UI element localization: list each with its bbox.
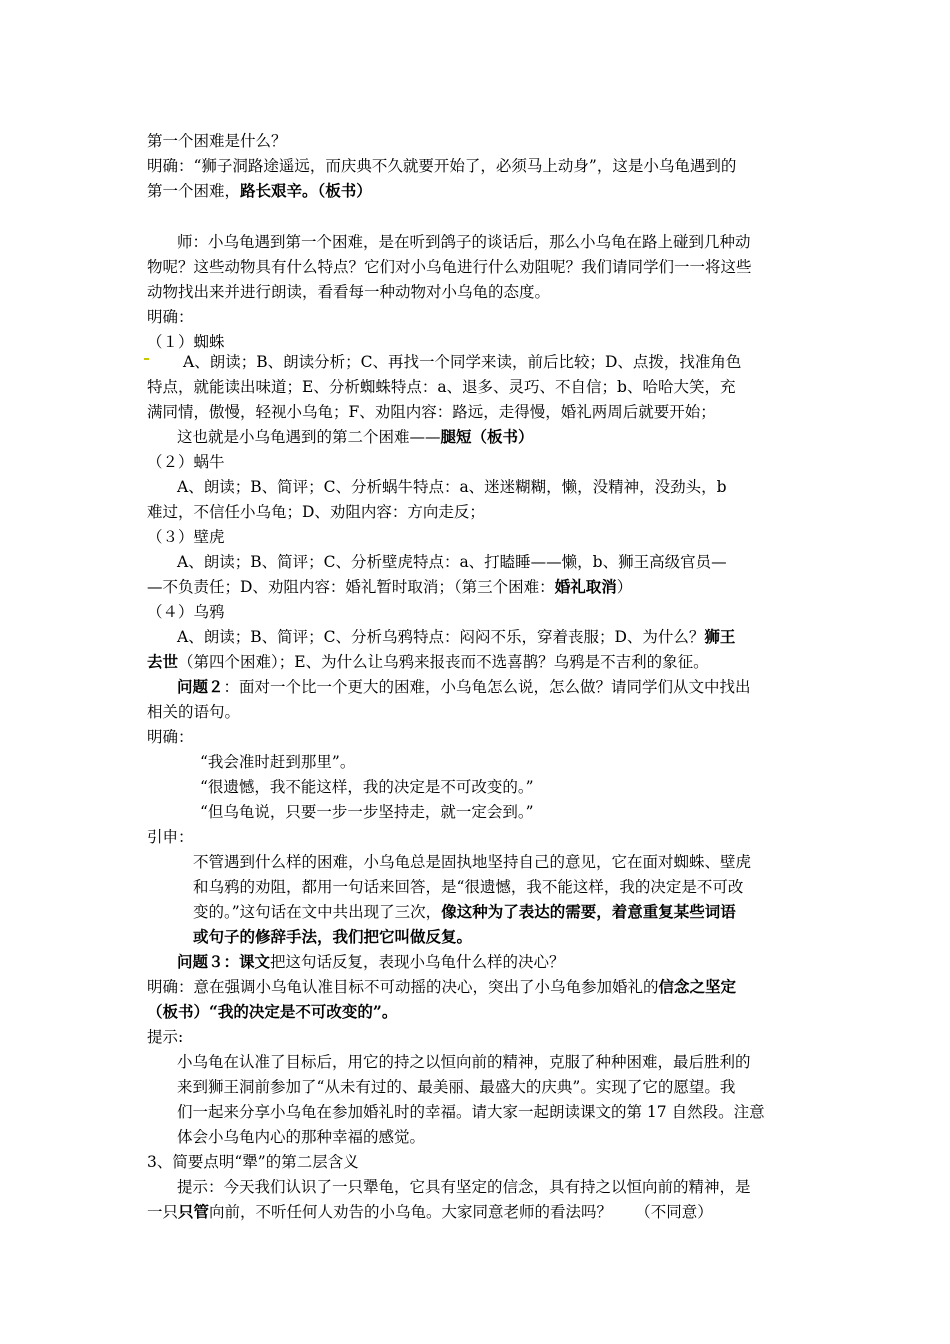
text-span: （２）蜗牛 bbox=[147, 453, 225, 471]
text-span: 特点，就能读出味道；E、分析蜘蛛特点：a、退多、灵巧、不自信；b、哈哈大笑，充 bbox=[147, 378, 736, 396]
text-line bbox=[200, 802, 534, 822]
text-line bbox=[177, 552, 727, 572]
text-line bbox=[147, 131, 287, 151]
bold-text: 只管 bbox=[178, 1202, 210, 1221]
bold-text: 或句子的修辞手法，我们把它叫做反复。 bbox=[193, 927, 473, 946]
text-line bbox=[200, 752, 355, 772]
text-line bbox=[147, 702, 240, 722]
text-line bbox=[177, 232, 751, 252]
text-span: 3、简要点明“犟”的第二层含义 bbox=[147, 1153, 359, 1171]
text-span: ：面对一个比一个更大的困难，小乌龟怎么说，怎么做？请同学们从文中找出 bbox=[223, 678, 751, 696]
text-span: 第一个困难， bbox=[147, 182, 241, 200]
bold-text: 路长艰辛。（板书） bbox=[240, 181, 372, 200]
text-span: 和乌鸦的劝阻，都用一句话来回答，是“很遗憾，我不能这样，我的决定是不可改 bbox=[193, 878, 744, 896]
text-line bbox=[147, 307, 194, 327]
bold-text: 婚礼取消 bbox=[554, 577, 617, 596]
bold-text: 问题２ bbox=[177, 677, 224, 696]
text-line bbox=[147, 827, 194, 847]
text-line bbox=[147, 502, 485, 522]
text-line bbox=[193, 902, 736, 922]
text-span: 引申： bbox=[147, 828, 194, 846]
text-span: A、朗读；B、简评；C、分析壁虎特点：a、打瞌睡——懒，b、狮王高级官员— bbox=[177, 553, 727, 571]
bold-text: 腿短（板书） bbox=[440, 427, 534, 446]
text-span: （４）乌鸦 bbox=[147, 603, 225, 621]
text-line bbox=[147, 402, 716, 422]
text-span: “我会准时赶到那里”。 bbox=[200, 753, 356, 771]
text-line bbox=[147, 1002, 397, 1022]
text-line bbox=[183, 352, 741, 372]
text-line bbox=[147, 727, 194, 747]
text-line bbox=[147, 181, 372, 201]
text-span: 第一个困难是什么？ bbox=[147, 132, 287, 150]
bold-text: 问题３：课文 bbox=[177, 952, 271, 971]
text-span: 明确： bbox=[147, 308, 194, 326]
text-span: “很遗憾，我不能这样，我的决定是不可改变的。” bbox=[200, 778, 534, 796]
text-span: 变的。”这句话在文中共出现了三次， bbox=[193, 903, 442, 921]
text-line bbox=[177, 1102, 765, 1122]
text-span: 师：小乌龟遇到第一个困难，是在听到鸽子的谈话后，那么小乌龟在路上碰到几种动 bbox=[177, 233, 751, 251]
text-span: 一只 bbox=[147, 1203, 179, 1221]
text-line bbox=[177, 1127, 425, 1147]
bold-text: （板书）“我的决定是不可改变的”。 bbox=[147, 1002, 398, 1021]
highlight-mark bbox=[144, 358, 149, 360]
text-span: 满同情，傲慢，轻视小乌龟；F、劝阻内容：路远，走得慢，婚礼两周后就要开始； bbox=[147, 403, 716, 421]
text-line bbox=[177, 1177, 751, 1197]
text-line bbox=[147, 1202, 713, 1222]
text-line bbox=[147, 282, 550, 302]
text-span: 明确： bbox=[147, 728, 194, 746]
text-line bbox=[147, 452, 225, 472]
text-span: “但乌龟说，只要一步一步坚持走，就一定会到。” bbox=[200, 803, 534, 821]
text-span: ） bbox=[616, 578, 633, 596]
bold-text: 信念之坚定 bbox=[658, 977, 737, 996]
text-line bbox=[147, 602, 225, 622]
text-line bbox=[193, 852, 751, 872]
text-span: A、朗读；B、简评；C、分析乌鸦特点：闷闷不乐，穿着丧服；D、为什么？ bbox=[177, 628, 705, 646]
text-line bbox=[147, 257, 752, 277]
bold-text: 去世 bbox=[147, 652, 179, 671]
text-line bbox=[193, 877, 743, 897]
text-line bbox=[147, 527, 225, 547]
text-line bbox=[147, 652, 709, 672]
text-span: 明确：意在强调小乌龟认准目标不可动摇的决心，突出了小乌龟参加婚礼的 bbox=[147, 978, 659, 996]
text-line bbox=[177, 677, 751, 697]
text-line bbox=[177, 427, 534, 447]
text-span: 提示：今天我们认识了一只犟龟，它具有坚定的信念，具有持之以恒向前的精神，是 bbox=[177, 1178, 751, 1196]
text-span: 向前，不听任何人劝告的小乌龟。大家同意老师的看法吗？ （不同意） bbox=[209, 1203, 713, 1221]
text-line bbox=[193, 927, 472, 947]
text-span: 难过，不信任小乌龟；D、劝阻内容：方向走反； bbox=[147, 503, 485, 521]
text-line bbox=[147, 577, 632, 597]
text-span: 这也就是小乌龟遇到的第二个困难—— bbox=[177, 428, 441, 446]
text-span: A、朗读；B、朗读分析；C、再找一个同学来读，前后比较；D、点拨，找准角色 bbox=[183, 353, 742, 371]
text-span: 来到狮王洞前参加了“从未有过的、最美丽、最盛大的庆典”。实现了它的愿望。我 bbox=[177, 1078, 736, 1096]
text-line bbox=[147, 332, 225, 352]
text-span: 小乌龟在认准了目标后，用它的持之以恒向前的精神，克服了种种困难，最后胜利的 bbox=[177, 1053, 751, 1071]
text-line bbox=[147, 156, 736, 176]
text-line bbox=[147, 377, 735, 397]
text-line bbox=[147, 1027, 183, 1047]
text-line bbox=[147, 977, 736, 997]
text-span: 动物找出来并进行朗读，看看每一种动物对小乌龟的态度。 bbox=[147, 283, 551, 301]
text-span: 提示: bbox=[147, 1028, 184, 1046]
text-span: 体会小乌龟内心的那种幸福的感觉。 bbox=[177, 1128, 426, 1146]
bold-text: 狮王 bbox=[704, 627, 736, 646]
text-line bbox=[200, 777, 534, 797]
text-span: 把这句话反复，表现小乌龟什么样的决心？ bbox=[270, 953, 565, 971]
text-span: 明确：“狮子洞路途遥远，而庆典不久就要开始了，必须马上动身”，这是小乌龟遇到的 bbox=[147, 157, 737, 175]
text-span: （第四个困难）；E、为什么让乌鸦来报丧而不选喜鹊？乌鸦是不吉利的象征。 bbox=[178, 653, 709, 671]
text-line bbox=[177, 1052, 751, 1072]
text-span: 物呢？这些动物具有什么特点？它们对小乌龟进行什么劝阻呢？我们请同学们一一将这些 bbox=[147, 258, 752, 276]
text-line bbox=[177, 1077, 735, 1097]
text-span: （１）蜘蛛 bbox=[147, 333, 225, 351]
text-span: A、朗读；B、简评；C、分析蜗牛特点：a、迷迷糊糊，懒，没精神，没劲头，b bbox=[177, 478, 727, 496]
text-span: （３）壁虎 bbox=[147, 528, 225, 546]
text-span: 不管遇到什么样的困难，小乌龟总是固执地坚持自己的意见，它在面对蜘蛛、壁虎 bbox=[193, 853, 752, 871]
bold-text: 像这种为了表达的需要，着意重复某些词语 bbox=[441, 902, 736, 921]
text-line bbox=[177, 952, 565, 972]
text-line bbox=[147, 1152, 359, 1172]
text-span: —不负责任；D、劝阻内容：婚礼暂时取消；（第三个困难： bbox=[147, 578, 555, 596]
text-span: 们一起来分享小乌龟在参加婚礼时的幸福。请大家一起朗读课文的第 17 自然段。注意 bbox=[177, 1103, 765, 1121]
text-line bbox=[177, 477, 727, 497]
text-span: 相关的语句。 bbox=[147, 703, 241, 721]
text-line bbox=[177, 627, 735, 647]
